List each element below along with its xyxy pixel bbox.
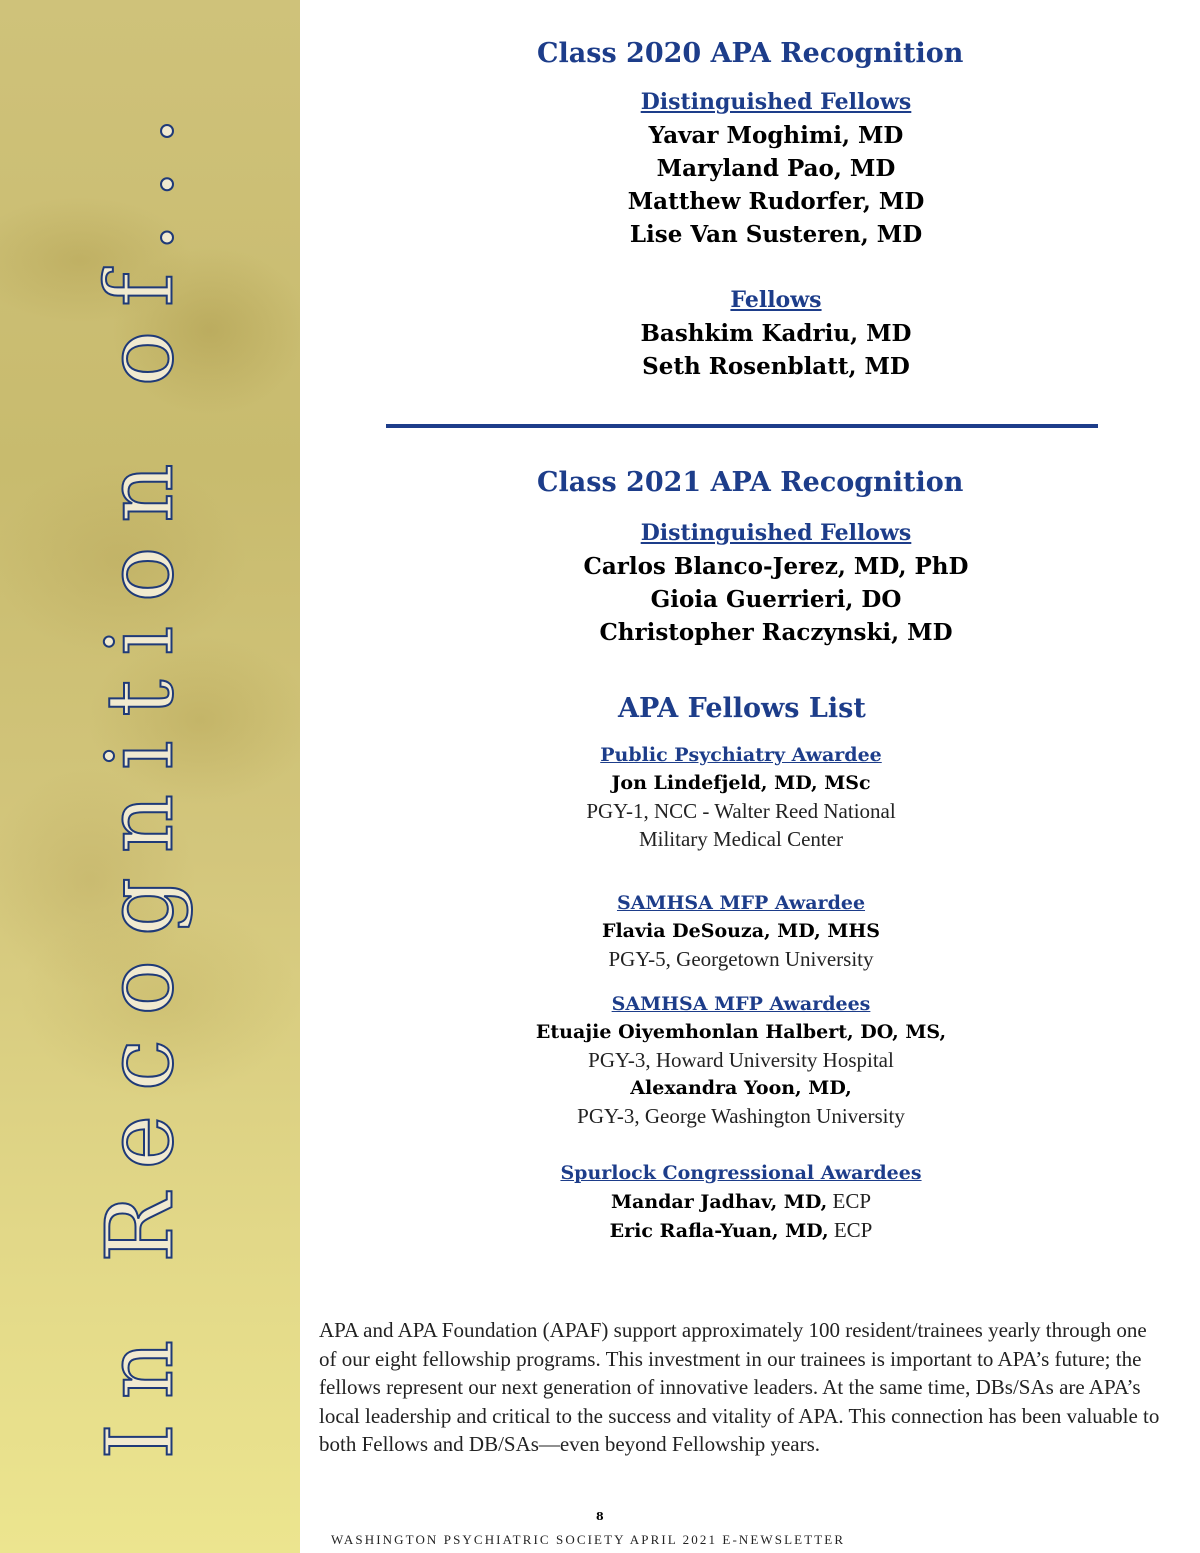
class-2021-distinguished-fellows — [526, 517, 1026, 649]
fellow-name: Gioia Guerrieri, DO — [650, 586, 902, 613]
samhsa-awardees-label: SAMHSA MFP Awardees — [611, 993, 871, 1015]
fellow-name: Lise Van Susteren, MD — [629, 221, 923, 248]
awardee-detail: PGY-3, Howard University Hospital — [588, 1048, 894, 1072]
samhsa-awardee-section — [491, 889, 991, 973]
fellow-name: Christopher Raczynski, MD — [599, 619, 953, 646]
fellows-label: Fellows — [730, 287, 822, 313]
awardee-name: Jon Lindefjeld, MD, MSc — [611, 772, 871, 794]
banner-title: In Recognition of... — [86, 92, 194, 1460]
awardee-line — [491, 1216, 991, 1245]
awardee-line — [491, 1187, 991, 1216]
fellow-name: Matthew Rudorfer, MD — [627, 188, 925, 215]
awardee-name: Flavia DeSouza, MD, MHS — [601, 920, 881, 942]
awardee-name: Alexandra Yoon, MD, — [630, 1077, 852, 1099]
fellow-name: Yavar Moghimi, MD — [648, 122, 904, 149]
awardee-detail: PGY-3, George Washington University — [577, 1104, 905, 1128]
spurlock-label: Spurlock Congressional Awardees — [560, 1162, 922, 1184]
distinguished-fellows-label: Distinguished Fellows — [640, 89, 912, 115]
public-psychiatry-label: Public Psychiatry Awardee — [600, 744, 882, 766]
awardee-suffix: ECP — [827, 1189, 872, 1213]
fellow-name: Carlos Blanco-Jerez, MD, PhD — [583, 553, 969, 580]
samhsa-awardees-section — [441, 990, 1041, 1130]
class-2021-heading: Class 2021 APA Recognition — [537, 467, 964, 498]
gold-sidebar-banner — [0, 0, 300, 1553]
section-divider — [386, 424, 1098, 428]
fellow-name: Bashkim Kadriu, MD — [640, 320, 912, 347]
awardee-name: Mandar Jadhav, MD, — [610, 1191, 828, 1213]
awardee-name: Eric Rafla-Yuan, MD, — [609, 1220, 829, 1242]
spurlock-section — [491, 1159, 991, 1245]
public-psychiatry-section — [491, 741, 991, 853]
awardee-detail: Military Medical Center — [638, 827, 844, 851]
awardee-name: Etuajie Oiyemhonlan Halbert, DO, MS, — [535, 1021, 947, 1043]
samhsa-awardee-label: SAMHSA MFP Awardee — [616, 892, 866, 914]
body-paragraph: APA and APA Foundation (APAF) support approximately 100 resident/trainees yearly through one of our eight fellowship programs. This investment in our trainees is important to APA’s future; the fellows represent our next generation of innovative leaders. At the same time, DBs/SAs are APA’s local leadership and critical to the success and vitality of APA. This connection has been valuable to both Fellows and DB/SAs—even beyond Fellowship years. — [319, 1318, 1160, 1456]
page-number: 8 — [596, 1510, 604, 1523]
class-2020-heading: Class 2020 APA Recognition — [537, 38, 964, 69]
fellow-name: Maryland Pao, MD — [656, 155, 896, 182]
fellow-name: Seth Rosenblatt, MD — [642, 353, 910, 380]
distinguished-fellows-label: Distinguished Fellows — [640, 520, 912, 546]
class-2020-distinguished-fellows — [576, 86, 976, 251]
class-2020-fellows — [576, 284, 976, 383]
apa-fellows-list-heading: APA Fellows List — [618, 693, 866, 724]
awardee-detail: PGY-5, Georgetown University — [608, 947, 874, 971]
awardee-suffix: ECP — [828, 1218, 873, 1242]
newsletter-footer: WASHINGTON PSYCHIATRIC SOCIETY APRIL 2021 E-NEWSLETTER — [331, 1532, 846, 1547]
main-content — [300, 0, 1200, 1553]
awardee-detail: PGY-1, NCC - Walter Reed National — [586, 799, 896, 823]
